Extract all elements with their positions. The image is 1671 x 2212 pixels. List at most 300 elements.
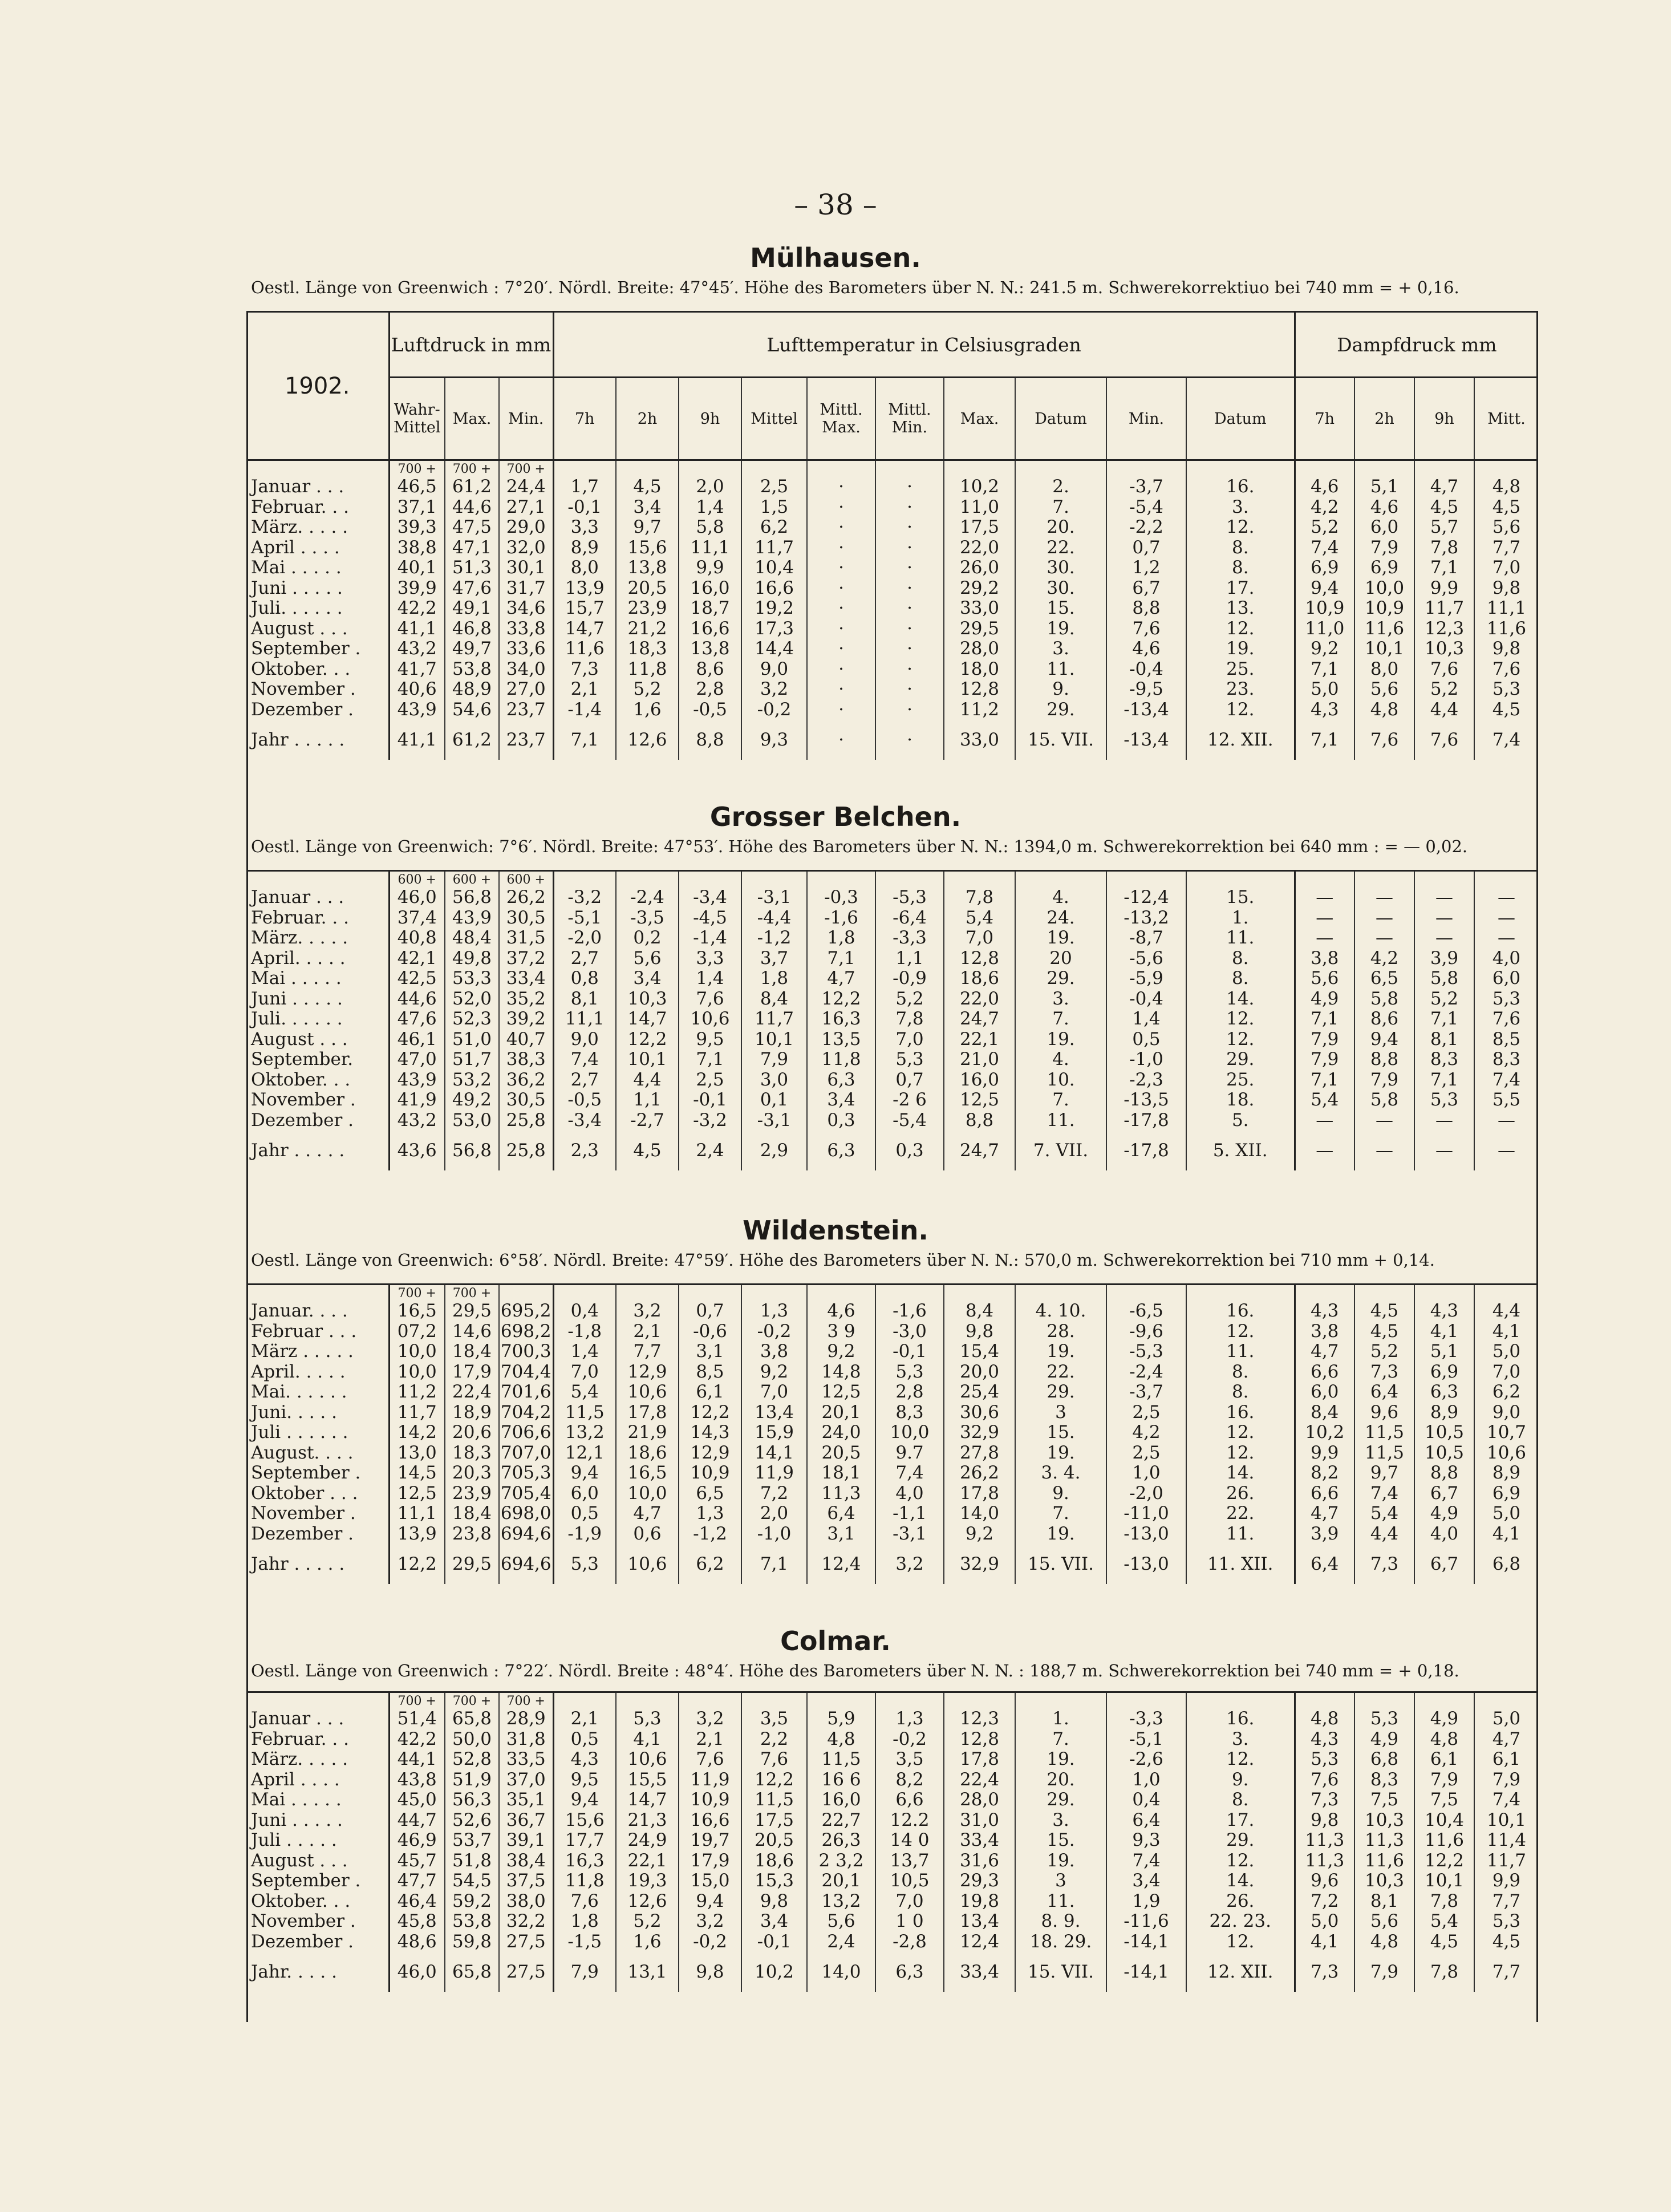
data-cell: 1,2 xyxy=(1106,558,1186,578)
data-cell: 38,3 xyxy=(499,1050,553,1070)
data-cell: 46,5 xyxy=(389,477,445,497)
data-cell: 7,8 xyxy=(875,1009,944,1030)
data-cell: 16,6 xyxy=(679,1810,741,1831)
data-cell: 46,0 xyxy=(389,888,445,908)
data-cell: 7,7 xyxy=(616,1342,679,1362)
data-cell: 6,9 xyxy=(1474,1484,1538,1504)
data-cell: -13,2 xyxy=(1106,908,1186,929)
data-cell: 15. xyxy=(1015,1830,1106,1851)
data-cell: 12,6 xyxy=(616,1891,679,1912)
data-cell: 18,7 xyxy=(679,598,741,619)
data-cell: 29,3 xyxy=(944,1871,1015,1891)
month-label: Juni . . . . . xyxy=(251,988,343,1009)
data-cell: 29. xyxy=(1015,1382,1106,1403)
data-cell: 2,3 xyxy=(553,1131,616,1170)
data-cell: 3. xyxy=(1186,497,1295,518)
col-9h: 9h xyxy=(679,378,741,460)
data-cell: 37,0 xyxy=(499,1770,553,1790)
data-cell: 12,2 xyxy=(616,1030,679,1050)
data-cell: 17,9 xyxy=(445,1362,499,1383)
data-cell: 11,1 xyxy=(1474,598,1538,619)
data-cell: 9,4 xyxy=(553,1463,616,1484)
month-label: Juni . . . . . xyxy=(251,1810,343,1830)
data-cell: 14,0 xyxy=(944,1504,1015,1524)
data-cell: -13,4 xyxy=(1106,700,1186,720)
data-cell: 25. xyxy=(1186,1070,1295,1091)
data-cell: 1,4 xyxy=(679,969,741,989)
data-cell: 8,9 xyxy=(1414,1403,1474,1423)
data-cell: 61,2 xyxy=(445,720,499,760)
data-cell: 11,3 xyxy=(807,1484,875,1504)
data-cell: 8,3 xyxy=(1354,1770,1414,1790)
data-cell: 11,7 xyxy=(1474,1851,1538,1871)
data-cell: 9,7 xyxy=(1354,1463,1414,1484)
data-cell: · xyxy=(807,659,875,680)
data-cell: 28,9 xyxy=(499,1709,553,1729)
data-cell: 41,1 xyxy=(389,619,445,639)
data-cell: 2,5 xyxy=(1106,1443,1186,1464)
data-cell: 12,3 xyxy=(944,1709,1015,1729)
data-cell: 3,4 xyxy=(616,497,679,518)
data-cell: 0,3 xyxy=(875,1131,944,1170)
data-cell: 6,3 xyxy=(807,1070,875,1091)
data-cell: 0,4 xyxy=(553,1301,616,1322)
data-cell: 3 9 xyxy=(807,1322,875,1342)
data-cell: 24,4 xyxy=(499,477,553,497)
data-cell: 26. xyxy=(1186,1484,1295,1504)
data-cell: 12. xyxy=(1186,1851,1295,1871)
data-cell: 20,1 xyxy=(807,1871,875,1891)
data-cell: 12,2 xyxy=(1414,1851,1474,1871)
data-cell: 10,0 xyxy=(875,1423,944,1443)
data-cell: 29. xyxy=(1186,1050,1295,1070)
data-cell: 17,3 xyxy=(741,619,807,639)
data-cell: 5,8 xyxy=(1414,969,1474,989)
data-cell: 24,7 xyxy=(944,1009,1015,1030)
data-cell: · xyxy=(807,578,875,599)
data-cell: 9,0 xyxy=(1474,1403,1538,1423)
data-cell: 5,0 xyxy=(1295,1911,1354,1932)
data-cell: 9,8 xyxy=(944,1322,1015,1342)
data-cell: 18,3 xyxy=(616,639,679,659)
data-cell: 12. xyxy=(1186,1009,1295,1030)
data-cell: 11. xyxy=(1186,1524,1295,1545)
data-cell: 51,8 xyxy=(445,1851,499,1871)
data-cell: 14,4 xyxy=(741,639,807,659)
data-cell: 4,7 xyxy=(807,969,875,989)
col-temp-min: Min. xyxy=(1106,378,1186,460)
pressure-offset: 700 + xyxy=(499,1692,553,1709)
data-cell: 27,1 xyxy=(499,497,553,518)
data-cell: -0,4 xyxy=(1106,989,1186,1010)
data-cell: 8,1 xyxy=(1414,1030,1474,1050)
data-cell: 4,9 xyxy=(1354,1729,1414,1750)
data-cell: 6,3 xyxy=(1414,1382,1474,1403)
data-cell: -3,7 xyxy=(1106,477,1186,497)
data-cell: 18,9 xyxy=(445,1403,499,1423)
data-cell: 10,4 xyxy=(1414,1810,1474,1831)
data-cell: 8,4 xyxy=(944,1301,1015,1322)
data-cell: 20. xyxy=(1015,517,1106,538)
data-cell: 7,0 xyxy=(741,1382,807,1403)
data-cell: 20,3 xyxy=(445,1463,499,1484)
data-cell: 7,9 xyxy=(1295,1030,1354,1050)
data-cell: 13,4 xyxy=(741,1403,807,1423)
data-cell: 3,4 xyxy=(1106,1871,1186,1891)
data-cell: 22,1 xyxy=(944,1030,1015,1050)
data-cell: 2,5 xyxy=(1106,1403,1186,1423)
data-cell: 3,2 xyxy=(616,1301,679,1322)
data-cell: 12. xyxy=(1186,1932,1295,1952)
data-cell: 7,1 xyxy=(553,720,616,760)
data-cell: 15. xyxy=(1015,598,1106,619)
page-number: – 38 – xyxy=(794,188,877,221)
data-cell: — xyxy=(1295,888,1354,908)
data-cell: 8,0 xyxy=(553,558,616,578)
data-cell: 4,3 xyxy=(1295,1729,1354,1750)
data-cell: -3,0 xyxy=(875,1322,944,1342)
data-cell: -0,5 xyxy=(679,700,741,720)
data-cell: 17,5 xyxy=(944,517,1015,538)
data-cell: 7,4 xyxy=(1106,1851,1186,1871)
pressure-offset: 700 + xyxy=(445,460,499,477)
data-cell: 10,3 xyxy=(1354,1871,1414,1891)
data-cell: 23,7 xyxy=(499,700,553,720)
data-cell: -2,4 xyxy=(616,888,679,908)
data-cell: — xyxy=(1474,908,1538,929)
data-cell: 22,1 xyxy=(616,1851,679,1871)
month-label: Februar. . . xyxy=(251,1729,349,1749)
data-cell: 11,7 xyxy=(741,1009,807,1030)
data-cell: 4,8 xyxy=(1354,700,1414,720)
data-cell: 10,1 xyxy=(1474,1810,1538,1831)
data-cell: 7,6 xyxy=(553,1891,616,1912)
data-cell: 12,8 xyxy=(944,679,1015,700)
data-cell: 9,5 xyxy=(679,1030,741,1050)
data-cell: 3,7 xyxy=(741,949,807,969)
data-cell: 16,3 xyxy=(807,1009,875,1030)
data-cell: · xyxy=(875,497,944,518)
data-cell: — xyxy=(1414,888,1474,908)
data-cell: 16,0 xyxy=(807,1790,875,1810)
data-cell: 20,5 xyxy=(616,578,679,599)
data-cell: 26,3 xyxy=(807,1830,875,1851)
data-cell: 65,8 xyxy=(445,1709,499,1729)
data-cell: 7,4 xyxy=(875,1463,944,1484)
data-cell: 19,8 xyxy=(944,1891,1015,1912)
data-cell: 10,3 xyxy=(616,989,679,1010)
data-cell: 3,3 xyxy=(553,517,616,538)
data-cell: 5,3 xyxy=(553,1544,616,1584)
data-cell: 14,5 xyxy=(389,1463,445,1484)
data-cell: 5,4 xyxy=(1414,1911,1474,1932)
data-cell: 41,9 xyxy=(389,1090,445,1111)
data-cell: 5,3 xyxy=(1474,989,1538,1010)
data-cell: 22,7 xyxy=(807,1810,875,1831)
data-cell: 33,5 xyxy=(499,1749,553,1770)
data-cell: 51,3 xyxy=(445,558,499,578)
data-cell: 47,6 xyxy=(389,1009,445,1030)
data-cell: 12,8 xyxy=(944,949,1015,969)
data-cell: 5,4 xyxy=(944,908,1015,929)
data-cell: 33,0 xyxy=(944,598,1015,619)
data-cell: 5,3 xyxy=(1414,1090,1474,1111)
data-cell: 4,8 xyxy=(1354,1932,1414,1952)
data-cell: 1,0 xyxy=(1106,1463,1186,1484)
data-cell: 10,6 xyxy=(679,1009,741,1030)
data-cell: 7,0 xyxy=(1474,558,1538,578)
col-2h: 2h xyxy=(616,378,679,460)
data-cell: 1. xyxy=(1015,1709,1106,1729)
data-cell: 6,2 xyxy=(741,517,807,538)
data-cell: 7,9 xyxy=(1295,1050,1354,1070)
data-cell: 33,4 xyxy=(499,969,553,989)
data-cell: 8. 9. xyxy=(1015,1911,1106,1932)
data-cell: 12,1 xyxy=(553,1443,616,1464)
data-cell: 7,6 xyxy=(1106,619,1186,639)
data-cell: 46,8 xyxy=(445,619,499,639)
data-cell: 3,8 xyxy=(1295,1322,1354,1342)
data-cell: 7,6 xyxy=(741,1749,807,1770)
data-cell: 24,0 xyxy=(807,1423,875,1443)
data-cell: 14,8 xyxy=(807,1362,875,1383)
data-cell: 46,9 xyxy=(389,1830,445,1851)
data-cell: 2,1 xyxy=(616,1322,679,1342)
data-cell: -1,8 xyxy=(553,1322,616,1342)
data-cell: 9,0 xyxy=(553,1030,616,1050)
data-cell: 24,7 xyxy=(944,1131,1015,1170)
data-cell: 17. xyxy=(1186,578,1295,599)
data-cell: · xyxy=(807,558,875,578)
data-cell: -5,9 xyxy=(1106,969,1186,989)
data-cell: 7,4 xyxy=(1474,720,1538,760)
data-cell: — xyxy=(1474,928,1538,949)
data-cell: 5,6 xyxy=(1295,969,1354,989)
data-cell: 22. xyxy=(1186,1504,1295,1524)
data-cell: 34,6 xyxy=(499,598,553,619)
data-cell: · xyxy=(875,598,944,619)
data-cell: 8,3 xyxy=(1474,1050,1538,1070)
data-cell: 11,7 xyxy=(741,538,807,558)
data-cell: 7,8 xyxy=(944,888,1015,908)
data-cell: 10,6 xyxy=(1474,1443,1538,1464)
data-cell: · xyxy=(807,497,875,518)
data-cell: 7,1 xyxy=(679,1050,741,1070)
pressure-offset: 600 + xyxy=(499,871,553,888)
data-cell: 4. xyxy=(1015,1050,1106,1070)
data-cell: 0,7 xyxy=(875,1070,944,1091)
data-cell: 49,1 xyxy=(445,598,499,619)
data-cell: · xyxy=(807,679,875,700)
data-cell: 5,0 xyxy=(1474,1342,1538,1362)
data-cell: 10,1 xyxy=(616,1050,679,1070)
data-cell: 32,0 xyxy=(499,538,553,558)
data-cell: 49,2 xyxy=(445,1090,499,1111)
data-cell: 10,5 xyxy=(1414,1443,1474,1464)
data-cell: 3,4 xyxy=(741,1911,807,1932)
data-cell: 25. xyxy=(1186,659,1295,680)
data-cell: 28,0 xyxy=(944,639,1015,659)
data-cell: 51,4 xyxy=(389,1709,445,1729)
data-cell: 6,6 xyxy=(1295,1362,1354,1383)
data-cell: 4,1 xyxy=(1295,1932,1354,1952)
data-cell: 14. xyxy=(1186,1871,1295,1891)
data-cell: 18,1 xyxy=(807,1463,875,1484)
data-cell: 22. xyxy=(1015,538,1106,558)
data-cell: -3,4 xyxy=(553,1111,616,1131)
station-info: Oestl. Länge von Greenwich : 7°20′. Nördl. Breite: 47°45′. Höhe des Barometers über N. N.: 241.5 m. Schwerekorrektiuo bei 740 mm = + 0,16. xyxy=(251,278,1459,297)
data-cell: 11,5 xyxy=(1354,1443,1414,1464)
data-cell: 12,4 xyxy=(807,1544,875,1584)
month-label: Januar. . . . xyxy=(251,1301,348,1322)
data-cell: 4,6 xyxy=(1354,497,1414,518)
data-cell: -2,0 xyxy=(1106,1484,1186,1504)
data-cell: 9,9 xyxy=(1414,578,1474,599)
month-label: Juli . . . . . . xyxy=(251,1423,348,1443)
data-cell: -1,4 xyxy=(679,928,741,949)
data-cell: 43,8 xyxy=(389,1770,445,1790)
data-cell: 7,5 xyxy=(1414,1790,1474,1810)
month-label: Juli . . . . . xyxy=(251,1830,337,1851)
data-cell: 18,4 xyxy=(445,1504,499,1524)
data-cell: · xyxy=(875,538,944,558)
data-cell: 8. xyxy=(1186,1790,1295,1810)
month-label: Januar . . . xyxy=(251,1709,344,1729)
data-cell: 53,3 xyxy=(445,969,499,989)
data-cell: -5,1 xyxy=(1106,1729,1186,1750)
data-cell: 10,9 xyxy=(1354,598,1414,619)
data-cell: 13. xyxy=(1186,598,1295,619)
data-cell: 0,7 xyxy=(679,1301,741,1322)
data-cell: — xyxy=(1354,1111,1414,1131)
data-cell: 3 xyxy=(1015,1871,1106,1891)
data-cell: 11,5 xyxy=(741,1790,807,1810)
data-cell: 12. xyxy=(1186,1749,1295,1770)
data-cell: -2,4 xyxy=(1106,1362,1186,1383)
data-cell: 700,3 xyxy=(499,1342,553,1362)
data-cell: 4. 10. xyxy=(1015,1301,1106,1322)
data-cell: · xyxy=(875,679,944,700)
data-cell: 9,0 xyxy=(741,659,807,680)
data-cell: 42,2 xyxy=(389,1729,445,1750)
data-cell: 27,0 xyxy=(499,679,553,700)
data-cell: 13,0 xyxy=(389,1443,445,1464)
data-cell: 14,7 xyxy=(616,1790,679,1810)
data-cell: 7,1 xyxy=(1414,1009,1474,1030)
data-cell: 14 0 xyxy=(875,1830,944,1851)
table-frame xyxy=(246,311,1538,2022)
data-cell: 8. xyxy=(1186,558,1295,578)
data-cell: 17. xyxy=(1186,1810,1295,1831)
data-cell: 8,8 xyxy=(1414,1463,1474,1484)
data-cell: 40,7 xyxy=(499,1030,553,1050)
data-cell: 698,0 xyxy=(499,1504,553,1524)
data-cell: 6,7 xyxy=(1106,578,1186,599)
data-cell: 30,6 xyxy=(944,1403,1015,1423)
data-cell: 33,0 xyxy=(944,720,1015,760)
data-cell: 694,6 xyxy=(499,1524,553,1545)
data-cell: · xyxy=(875,639,944,659)
data-cell: 11,7 xyxy=(389,1403,445,1423)
data-cell: · xyxy=(875,578,944,599)
month-label: November . xyxy=(251,1504,356,1524)
data-cell: 7,8 xyxy=(1414,1952,1474,1992)
data-cell: 20,5 xyxy=(741,1830,807,1851)
pressure-offset: 700 + xyxy=(389,1285,445,1302)
data-cell: · xyxy=(807,517,875,538)
data-cell: 1,4 xyxy=(1106,1009,1186,1030)
data-cell: 7,1 xyxy=(1414,558,1474,578)
data-cell: 7,6 xyxy=(1354,720,1414,760)
col-vapour-7h: 7h xyxy=(1295,378,1354,460)
data-cell: 59,8 xyxy=(445,1932,499,1952)
data-cell: 5,6 xyxy=(616,949,679,969)
vapour-pressure-header: Dampfdruck mm xyxy=(1295,312,1538,378)
data-cell: 3,9 xyxy=(1295,1524,1354,1545)
data-cell: 2,0 xyxy=(679,477,741,497)
data-cell: 4,6 xyxy=(1106,639,1186,659)
data-cell: 5,3 xyxy=(1474,1911,1538,1932)
data-cell: 6,0 xyxy=(553,1484,616,1504)
station-title: Mülhausen. xyxy=(750,242,921,273)
data-cell: 6,4 xyxy=(807,1504,875,1524)
data-cell: 35,1 xyxy=(499,1790,553,1810)
data-cell: 31,0 xyxy=(944,1810,1015,1831)
data-cell: 1,1 xyxy=(875,949,944,969)
data-cell: 37,1 xyxy=(389,497,445,518)
data-cell: 5,6 xyxy=(1354,1911,1414,1932)
data-cell: 7,6 xyxy=(1295,1770,1354,1790)
data-cell: 54,6 xyxy=(445,700,499,720)
data-cell: 12,2 xyxy=(807,989,875,1010)
data-cell: 10,2 xyxy=(1295,1423,1354,1443)
col-vapour-2h: 2h xyxy=(1354,378,1414,460)
data-cell: 54,5 xyxy=(445,1871,499,1891)
data-cell: 704,2 xyxy=(499,1403,553,1423)
data-cell: 12,4 xyxy=(944,1932,1015,1952)
data-cell: -17,8 xyxy=(1106,1131,1186,1170)
data-cell: 6,9 xyxy=(1354,558,1414,578)
data-cell: 8,8 xyxy=(1106,598,1186,619)
data-cell: -4,4 xyxy=(741,908,807,929)
data-cell: 4,7 xyxy=(616,1504,679,1524)
data-cell: 13,9 xyxy=(389,1524,445,1545)
data-cell: 7,7 xyxy=(1474,1952,1538,1992)
data-cell: 7. xyxy=(1015,1009,1106,1030)
data-cell: 12,9 xyxy=(679,1443,741,1464)
data-cell: 7. VII. xyxy=(1015,1131,1106,1170)
data-cell: 10,0 xyxy=(389,1342,445,1362)
data-cell: -0,9 xyxy=(875,969,944,989)
data-cell: 9,8 xyxy=(741,1891,807,1912)
data-cell: 35,2 xyxy=(499,989,553,1010)
data-cell: 11. xyxy=(1186,1342,1295,1362)
data-cell: 6,0 xyxy=(1474,969,1538,989)
data-cell: 8. xyxy=(1186,969,1295,989)
data-cell: -9,6 xyxy=(1106,1322,1186,1342)
data-cell: 21,0 xyxy=(944,1050,1015,1070)
data-cell: -1,6 xyxy=(875,1301,944,1322)
data-cell: 52,0 xyxy=(445,989,499,1010)
data-cell: -3,4 xyxy=(679,888,741,908)
data-cell: -0,2 xyxy=(741,1322,807,1342)
data-cell: · xyxy=(875,477,944,497)
data-cell: 13,4 xyxy=(944,1911,1015,1932)
data-cell: 5,9 xyxy=(807,1709,875,1729)
data-cell: 43,9 xyxy=(445,908,499,929)
data-cell: — xyxy=(1414,928,1474,949)
month-label: November . xyxy=(251,1090,356,1111)
